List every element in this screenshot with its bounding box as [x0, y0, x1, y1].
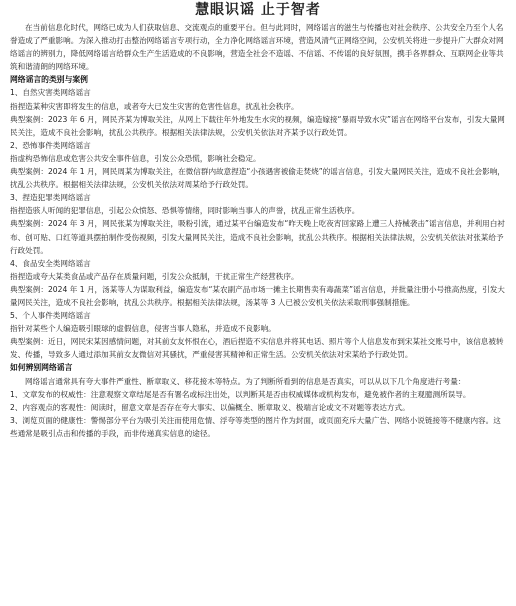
identify-point: 1、文章发布的权威性：注意观察文章结尾是否有署名或标注出处，以判断其是否由权威媒体或机构发布，避免被作者的主观臆测所误导。: [10, 389, 471, 399]
category-example: 典型案例：2023 年 6 月，网民齐某为博取关注，从网上下载往年外地发生水灾的视频，编造嫁接“暴雨导致水灾”谣言在网络平台发布，引发大量网民关注，造成不良社会影响，扰乱公共秩序。根据相关法律法规，公安机关依法对齐某予以行政处罚。: [10, 114, 505, 137]
category-definition: 指针对某些个人编造吸引眼球的虚假信息，侵害当事人隐私，并造成不良影响。: [10, 324, 276, 334]
category-example: 典型案例：2024 年 1 月，汤某等人为谋取利益，编造发布“某农副产品市场一摊主长期售卖有毒蔬菜”谣言信息，并批量注册小号推高热度，引发大量网民关注，造成不良社会影响，扰乱公共秩序。根据相关法律法规，汤某等 3 人已被公安机关依法采取刑事强制措施。: [10, 284, 505, 307]
intro-paragraph: 在当前信息化时代，网络已成为人们获取信息、交流观点的重要平台。但与此同时，网络谣言的滋生与传播也对社会秩序、公共安全乃至个人名誉造成了严重影响。为深入推动打击整治网络谣言专项行动，全力净化网络谣言环境，营造风清气正网络空间，公安机关将进一步提升广大群众对网络谣言的辨别力，降低网络谣言给群众生产生活造成的不良影响，营造全社会不造谣、不信谣、不传谣的良好氛围，携手各界群众、互联网企业等共筑和谐清朗的网络环境。: [10, 23, 504, 72]
category-food-safety: [10, 257, 506, 309]
category-definition: 指虚构恐怖信息或危害公共安全事件信息，引发公众恐慌，影响社会稳定。: [10, 153, 261, 163]
identify-point: 3、浏览页面的健康性：警惕部分平台为吸引关注而使用危情、浮夸等类型的图片作为封面，或页面充斥大量广告、网络小说链接等不健康内容。这些通常是吸引点击和传播的手段，而非传递真实信息的途径。: [10, 415, 501, 438]
category-title: 4、食品安全类网络谣言: [10, 258, 91, 268]
category-example: 典型案例：2024 年 3 月，网民张某为博取关注，吸粉引流，通过某平台编造发布“昨天晚上吃夜宵回家路上遭三人持械袭击”谣言信息，并利用白衬布、创可贴、口红等道具摆拍制作受伤视频，引发大量网民关注，造成不良社会影响，扰乱公共秩序。根据相关法律法规，公安机关依法对张某给予行政处罚。: [10, 219, 505, 255]
category-fabricated-crime: [10, 191, 506, 256]
category-example: 典型案例：2024 年 1 月，网民周某为博取关注，在微信群内故意捏造“小孩遇害被偷走焚烧”的谣言信息，引发大量网民关注，造成不良社会影响，扰乱公共秩序。根据相关法律法规，公安机关依法对周某给予行政处罚。: [10, 167, 505, 190]
category-definition: 指捏造某种灾害即将发生的信息，或者夸大已发生灾害的危害性信息，扰乱社会秩序。: [10, 101, 299, 111]
category-example: 典型案例：近日，网民宋某因感情问题，对其前女友怀恨在心，酒后捏造不实信息并将其电话、照片等个人信息发布到宋某社交账号中，该信息被转发、传播，导致多人通过添加其前女友微信对其骚扰，严重侵害其精神和正常生活。公安机关依法对宋某给予行政处罚。: [10, 337, 504, 360]
category-definition: 指捏造或夸大某类食品或产品存在质量问题，引发公众抵制，干扰正常生产经营秩序。: [10, 271, 299, 281]
category-title: 2、恐怖事件类网络谣言: [10, 140, 91, 150]
category-title: 5、个人事件类网络谣言: [10, 311, 91, 321]
section-heading-categories: 网络谣言的类别与案例: [10, 75, 88, 85]
identify-point: 2、内容观点的客观性：阅读时，留意文章是否存在夸大事实、以偏概全、断章取义、极端言论或文不对题等表达方式。: [10, 402, 410, 412]
category-terror-event: [10, 139, 506, 191]
category-title: 1、自然灾害类网络谣言: [10, 88, 91, 98]
category-definition: 指捏造骇人听闻的犯罪信息，引起公众愤怒、恐惧等情绪，同时影响当事人的声誉，扰乱正常生活秩序。: [10, 206, 360, 216]
page-title: 慧眼识谣 止于智者: [195, 2, 321, 18]
category-personal-event: [10, 309, 506, 361]
identify-intro: 网络谣言通常具有夸大事件严重性、断章取义、移花接木等特点。为了判断所看到的信息是否真实，可以从以下几个角度进行考量：: [25, 376, 466, 386]
section-heading-identify: 如何辨别网络谣言: [10, 363, 73, 373]
category-natural-disaster: [10, 86, 506, 138]
category-title: 3、捏造犯罪类网络谣言: [10, 193, 91, 203]
